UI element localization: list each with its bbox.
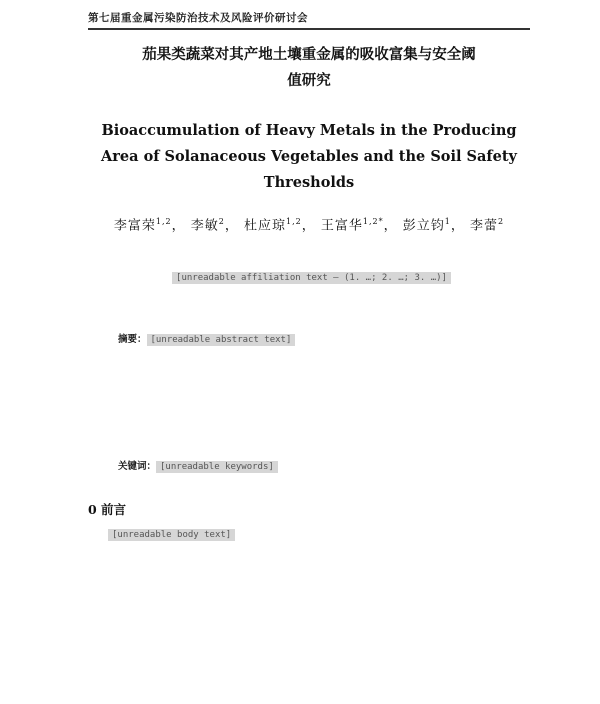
affiliation-text: [unreadable affiliation text — (1. …; 2. …; 3. …)] bbox=[172, 272, 451, 284]
author-affiliation-mark: 1 bbox=[444, 217, 451, 226]
author-name: 李富荣 bbox=[113, 218, 156, 234]
author-name: 彭立钧 bbox=[402, 218, 445, 234]
header-rule bbox=[88, 28, 530, 29]
body-paragraph bbox=[88, 526, 530, 543]
english-title-line2: Area of Solanaceous Vegetables and the Soil Safety bbox=[101, 148, 517, 165]
author-affiliation-mark: 1,2* bbox=[362, 217, 384, 226]
keywords-label: 关键词： bbox=[118, 461, 157, 472]
chinese-title-line1: 茄果类蔬菜对其产地土壤重金属的吸收富集与安全阈 bbox=[142, 47, 476, 63]
author-line-1: 李富荣$^{1,2}$， 李敏$^2$， 杜应琼$^{1,2}$， 王富华$^{1,2*}$， 彭立钧$^1$， 李蕾$^2$ bbox=[113, 217, 505, 234]
running-header: 第七届重金属污染防治技术及风险评价研讨会 bbox=[88, 10, 530, 30]
affiliations bbox=[118, 270, 505, 285]
body-text: [unreadable body text] bbox=[108, 529, 235, 541]
keywords-text: [unreadable keywords] bbox=[156, 461, 278, 473]
author-affiliation-mark: 2 bbox=[218, 217, 225, 226]
english-title-line1: Bioaccumulation of Heavy Metals in the Producing bbox=[101, 122, 517, 139]
section-heading: 0 前言 bbox=[88, 502, 127, 517]
author-name: 杜应琼 bbox=[244, 218, 287, 234]
abstract-label: 摘要： bbox=[118, 334, 147, 345]
author-list bbox=[88, 210, 530, 238]
author-affiliation-mark: 1,2 bbox=[155, 217, 172, 226]
keywords bbox=[118, 458, 505, 473]
english-title-line3: Thresholds bbox=[263, 174, 355, 191]
chinese-title bbox=[88, 42, 530, 94]
chinese-title-line2: 值研究 bbox=[287, 73, 331, 89]
english-title bbox=[88, 118, 530, 196]
abstract-text: [unreadable abstract text] bbox=[147, 334, 296, 346]
author-affiliation-mark: 1,2 bbox=[286, 217, 302, 226]
abstract bbox=[118, 333, 505, 348]
author-name: 王富华 bbox=[320, 218, 363, 234]
author-name: 李蕾 bbox=[470, 218, 499, 234]
author-name: 李敏 bbox=[190, 218, 219, 234]
author-affiliation-mark: 2 bbox=[498, 217, 505, 226]
